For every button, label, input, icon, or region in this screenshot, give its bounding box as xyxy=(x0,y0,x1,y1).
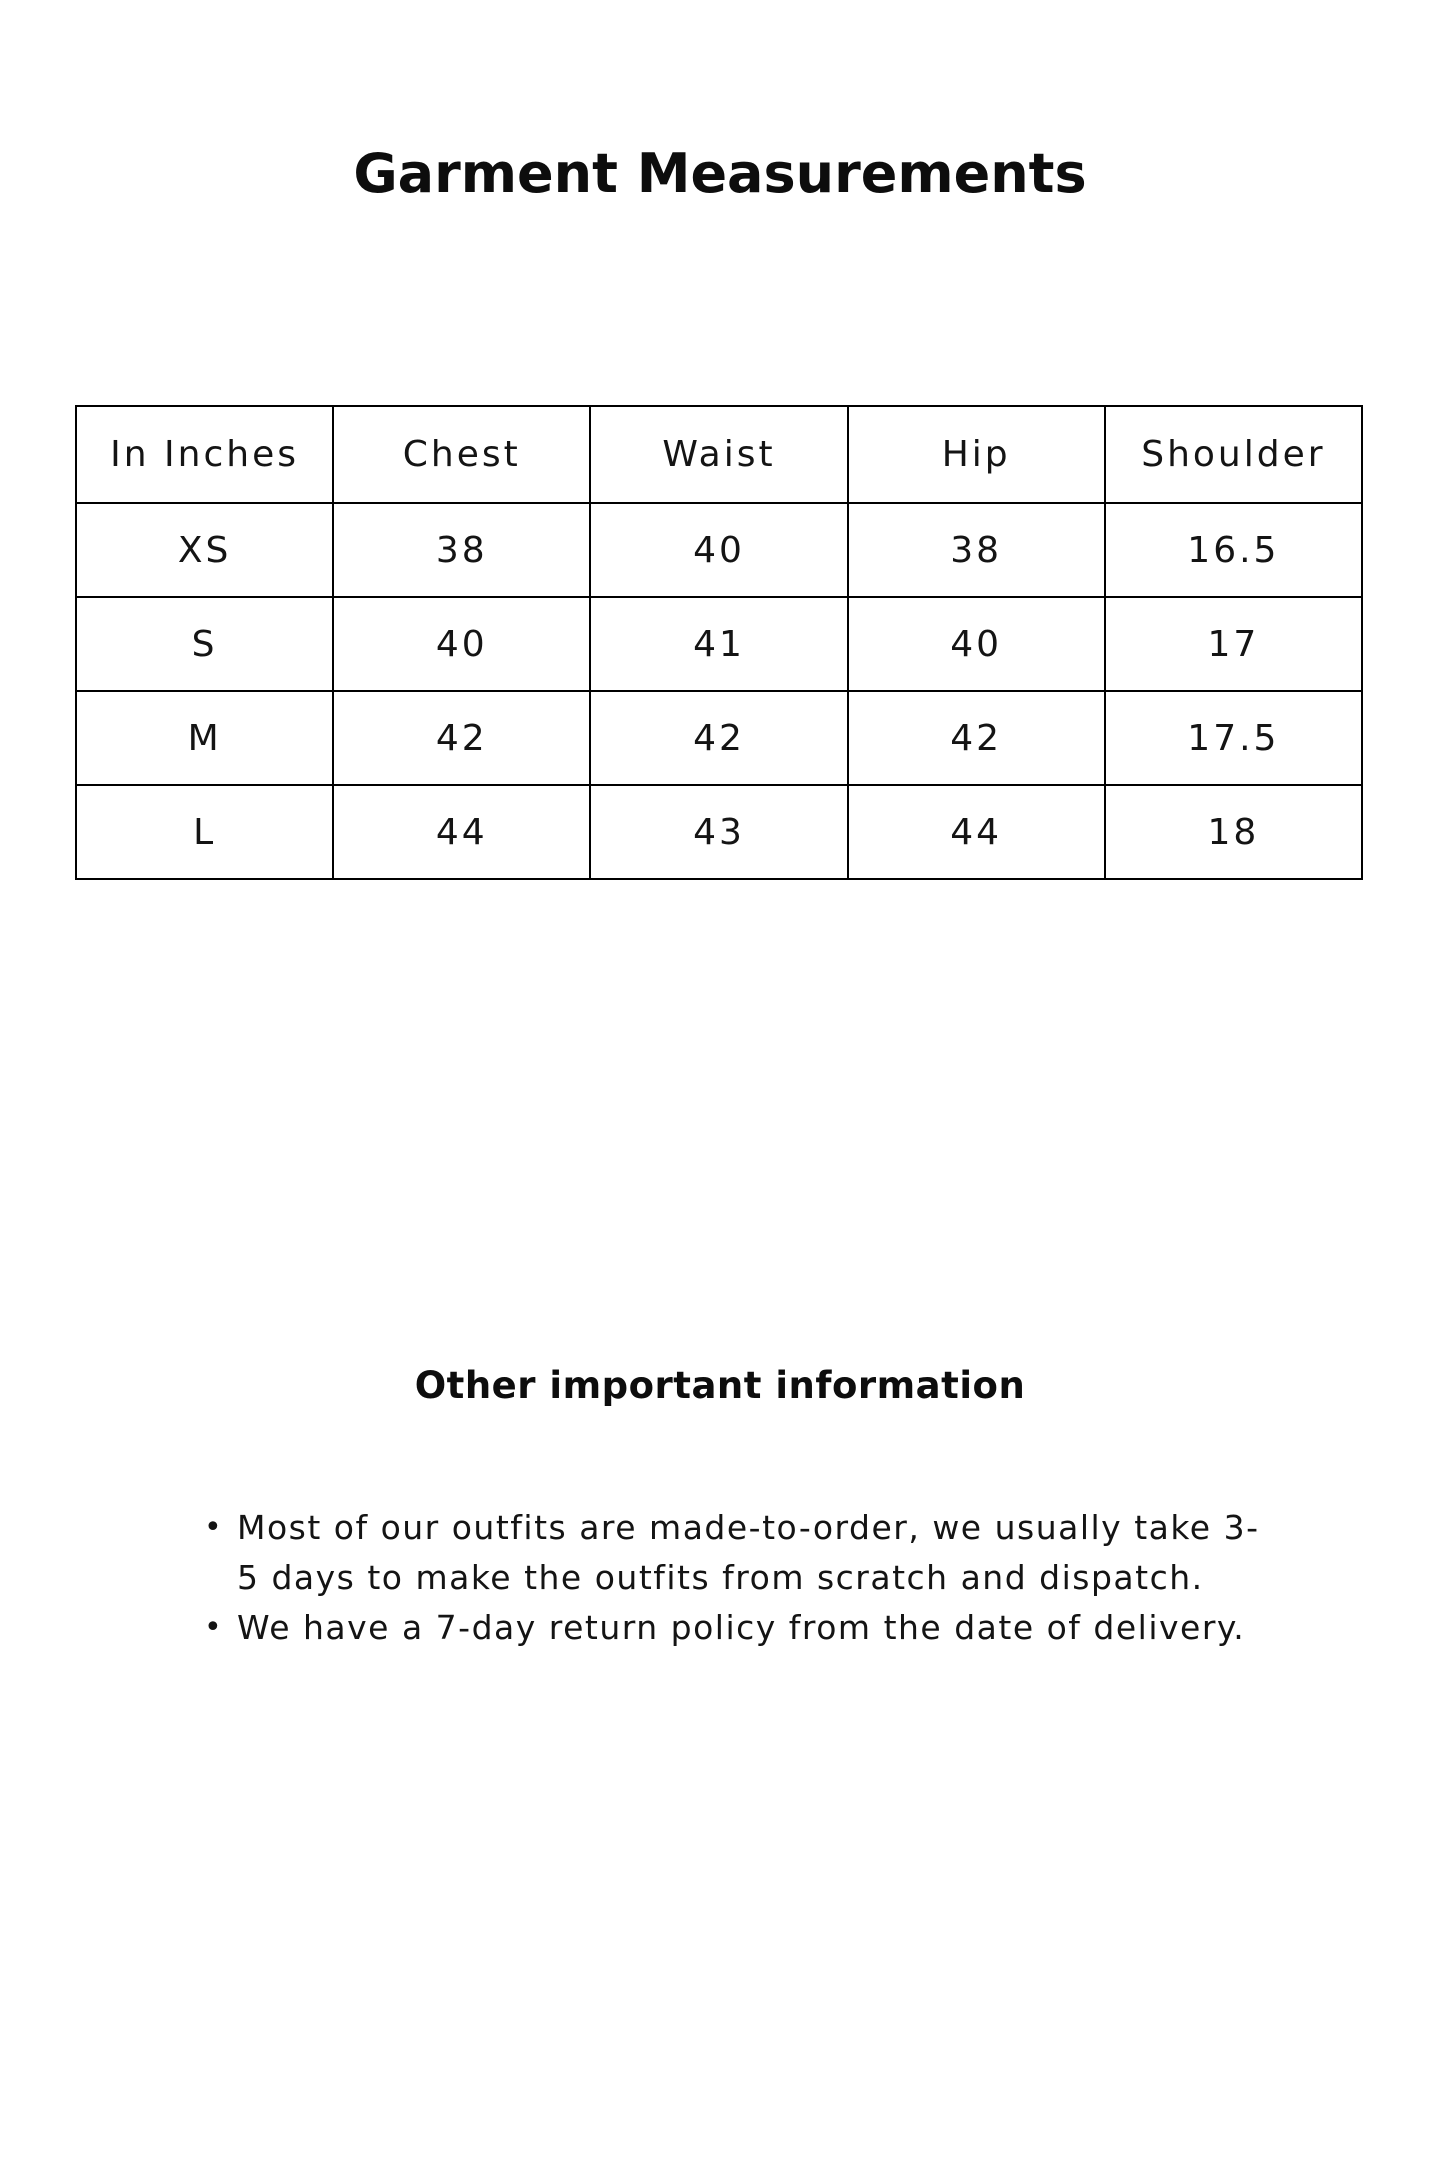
table-row-s xyxy=(76,597,1362,691)
table-cell: 40 xyxy=(848,597,1105,691)
header-cell-hip: Hip xyxy=(848,406,1105,503)
size-label: M xyxy=(76,691,333,785)
table-cell: 42 xyxy=(333,691,590,785)
table-cell: 17.5 xyxy=(1105,691,1362,785)
size-label: L xyxy=(76,785,333,879)
table-cell: 42 xyxy=(848,691,1105,785)
bullet-icon: • xyxy=(204,1510,224,1545)
info-list xyxy=(204,1503,1279,1653)
header-cell-in-inches: In Inches xyxy=(76,406,333,503)
table-cell: 43 xyxy=(590,785,847,879)
list-item xyxy=(204,1603,1279,1653)
info-heading: Other important information xyxy=(414,1364,1026,1407)
header-cell-waist: Waist xyxy=(590,406,847,503)
table-cell: 38 xyxy=(333,503,590,597)
table-cell: 38 xyxy=(848,503,1105,597)
table-row-l xyxy=(76,785,1362,879)
table-cell: 16.5 xyxy=(1105,503,1362,597)
table-cell: 17 xyxy=(1105,597,1362,691)
bullet-icon: • xyxy=(204,1610,224,1645)
table-cell: 18 xyxy=(1105,785,1362,879)
table-row-xs xyxy=(76,503,1362,597)
table-cell: 42 xyxy=(590,691,847,785)
list-item-text: We have a 7-day return policy from the date of delivery. xyxy=(237,1608,1246,1647)
header-cell-shoulder: Shoulder xyxy=(1105,406,1362,503)
measurements-table xyxy=(75,405,1363,880)
list-item xyxy=(204,1503,1279,1603)
table-header-row xyxy=(76,406,1362,503)
size-label: XS xyxy=(76,503,333,597)
header-cell-chest: Chest xyxy=(333,406,590,503)
table-cell: 40 xyxy=(333,597,590,691)
table-cell: 40 xyxy=(590,503,847,597)
table-cell: 44 xyxy=(848,785,1105,879)
page-title: Garment Measurements xyxy=(353,142,1087,205)
table-cell: 44 xyxy=(333,785,590,879)
table-cell: 41 xyxy=(590,597,847,691)
list-item-text: Most of our outfits are made-to-order, we usually take 3-5 days to make the outfits from scratch and dispatch. xyxy=(237,1508,1260,1597)
size-label: S xyxy=(76,597,333,691)
table-row-m xyxy=(76,691,1362,785)
